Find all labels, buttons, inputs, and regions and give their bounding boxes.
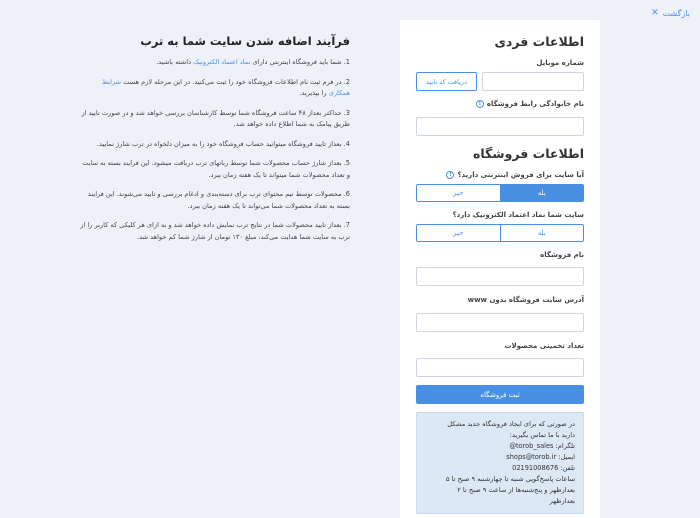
enamad-yes-option[interactable]: بله xyxy=(501,225,584,241)
mobile-label xyxy=(416,59,584,67)
contact-info-box xyxy=(416,412,584,514)
terms-link[interactable]: شرایط همکاری xyxy=(101,77,350,97)
enamad-label xyxy=(416,211,584,219)
store-name-label xyxy=(416,251,584,259)
steps-list xyxy=(80,57,350,243)
enamad-label-text: سایت شما نماد اعتماد الکترونیک دارد؟ xyxy=(452,210,584,219)
step-item xyxy=(80,158,350,181)
contact-hours: بعدازظهر xyxy=(549,497,575,505)
step-item xyxy=(80,220,350,243)
back-label: بازگشت xyxy=(662,8,690,18)
step-item xyxy=(80,139,350,151)
info-icon[interactable]: ! xyxy=(446,171,454,179)
contact-email: ایمیل: shops@torob.ir xyxy=(506,453,575,461)
store-info-title: اطلاعات فروشگاه xyxy=(472,145,584,161)
step-number: 5. xyxy=(343,159,350,167)
family-name-label xyxy=(416,100,584,108)
site-address-label-text: آدرس سایت فروشگاه بدون www xyxy=(467,296,584,304)
info-icon[interactable]: ! xyxy=(476,100,484,108)
step-text: بعداز تایید محصولات شما در نتایج ترب نمایش داده خواهد شد و به ازای هر کلیکی که کاربر را از ترب به سایت شما هدایت می‌کند، مبلغ ۱۳۰ تومان از شارژ شما کم خواهد شد. xyxy=(80,221,350,241)
step-item xyxy=(80,77,350,100)
step-item xyxy=(80,189,350,212)
has-site-label xyxy=(416,171,584,179)
step-number: 4. xyxy=(343,139,350,148)
contact-text: در صورتی که برای ایجاد فروشگاه جدید مشکل xyxy=(447,420,575,428)
family-name-label-text: نام خانوادگی رابط فروشگاه xyxy=(486,100,584,108)
contact-hours: بعدازظهر و پنج‌شنبه‌ها از ساعت ۹ صبح تا ۲ xyxy=(457,486,575,494)
submit-store-button[interactable]: ثبت فروشگاه xyxy=(416,385,584,404)
store-name-input[interactable] xyxy=(416,267,584,286)
step-text: داشته باشید. xyxy=(156,58,194,66)
step-text: بعداز شارژ حساب محصولات شما توسط رباتهای ترب دریافت میشود. این فرایند بسته به سایت و تعداد محصولات شما میتواند تا یک هفته زمان ببرد. xyxy=(82,159,350,179)
close-icon[interactable]: ✕ xyxy=(651,8,659,18)
back-link[interactable] xyxy=(651,8,690,18)
enamad-no-option[interactable]: خیر xyxy=(417,225,501,241)
instructions-section xyxy=(80,34,350,251)
registration-form xyxy=(400,20,600,518)
has-site-yes-option[interactable]: بله xyxy=(501,185,584,201)
site-address-input[interactable] xyxy=(416,313,584,332)
step-text: محصولات توسط تیم محتوای ترب برای دسته‌بندی و ادغام بررسی و تایید می‌شوند. این فرایند بسته به تعداد محصولات شما می‌تواند تا یک هفته زمان ببرد. xyxy=(87,190,350,210)
has-site-no-option[interactable]: خیر xyxy=(417,185,501,201)
step-text: حداکثر بعداز ۴۸ ساعت فروشگاه شما توسط کارشناسان بررسی خواهد شد و در صورت تایید از طریق پیامک به شما اطلاع داده خواهد شد. xyxy=(81,108,350,128)
step-text: در فرم ثبت نام اطلاعات فروشگاه خود را ثبت می‌کنید. در این مرحله لازم هست xyxy=(121,77,342,86)
step-number: 2. xyxy=(343,77,350,86)
family-name-input[interactable] xyxy=(416,117,584,136)
mobile-row xyxy=(416,72,584,91)
product-count-label-text: تعداد تخمینی محصولات xyxy=(504,341,584,350)
store-name-label-text: نام فروشگاه xyxy=(540,250,584,259)
product-count-input[interactable] xyxy=(416,358,584,377)
personal-info-title: اطلاعات فردی xyxy=(494,34,584,49)
enamad-link[interactable]: نماد اعتماد الکترونیک xyxy=(193,58,251,66)
step-text: شما باید فروشگاه اینترنتی دارای xyxy=(250,58,342,66)
step-text: بعداز تایید فروشگاه میتوانید حساب فروشگاه خود را به میزان دلخواه در ترب شارژ نمایید. xyxy=(96,139,342,148)
contact-telegram: تلگرام: torob_sales@ xyxy=(509,442,575,450)
contact-hours: ساعات پاسخ‌گویی شنبه تا چهارشنبه ۹ صبح تا ۵ xyxy=(446,475,575,483)
mobile-input[interactable] xyxy=(482,72,584,91)
site-address-label xyxy=(416,296,584,304)
step-number: 6. xyxy=(343,190,350,198)
get-verification-code-button[interactable]: دریافت کد تایید xyxy=(416,72,477,91)
step-text: را بپذیرید. xyxy=(299,89,329,97)
step-number: 3. xyxy=(343,108,350,117)
mobile-label-text: شماره موبایل xyxy=(536,59,584,67)
step-item xyxy=(80,57,350,69)
has-site-label-text: آیا سایت برای فروش اینترنتی دارید؟ xyxy=(457,170,584,179)
instructions-title: فرآیند اضافه شدن سایت شما به ترب xyxy=(140,34,350,48)
step-number: 7. xyxy=(343,221,350,229)
enamad-toggle xyxy=(416,224,584,242)
step-number: 1. xyxy=(343,58,350,66)
has-site-toggle xyxy=(416,184,584,202)
contact-text: دارید با ما تماس بگیرید: xyxy=(509,431,575,439)
contact-phone: تلفن: 02191008676 xyxy=(512,464,575,472)
product-count-label xyxy=(416,342,584,350)
step-item xyxy=(80,108,350,131)
